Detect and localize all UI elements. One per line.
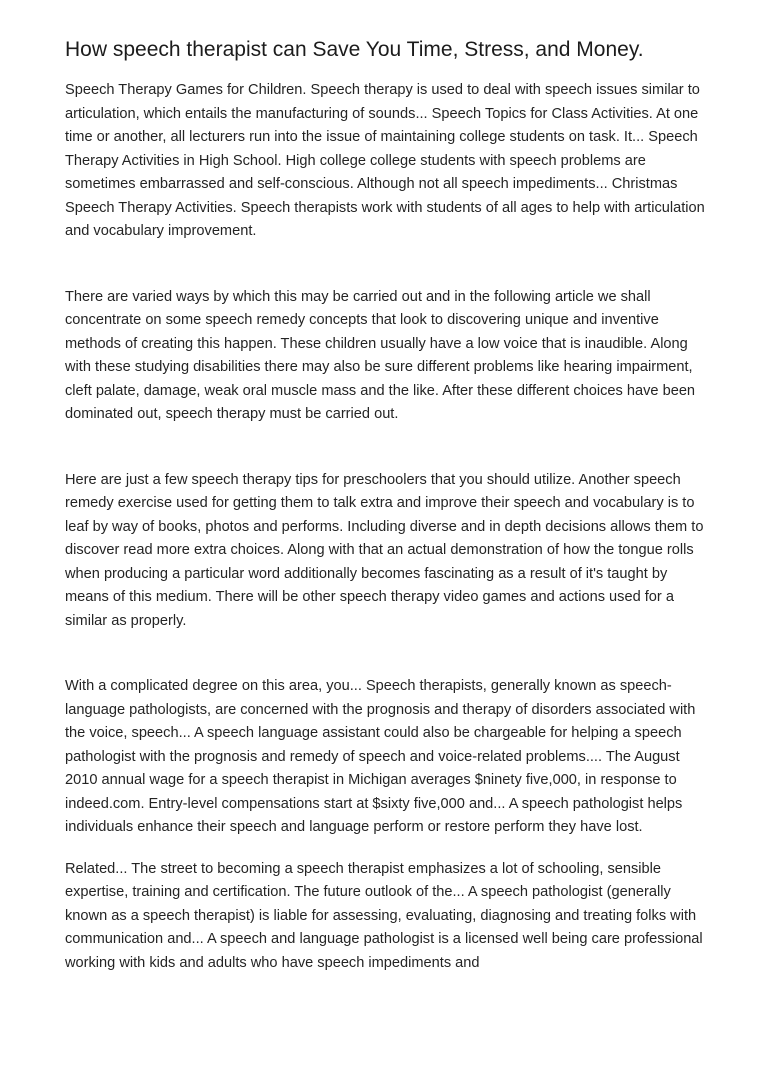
paragraph-spacer (65, 244, 710, 286)
paragraph-1: Speech Therapy Games for Children. Speech therapy is used to deal with speech issues similar to articulation, which entails the manufacturing of sounds... Speech Topics for Class Activities. At one time or another, all lecturers run into the issue of maintaining college students on task. It... Speech Therapy Activities in High School. High college college students with speech problems are sometimes embarrassed and self-conscious. Although not all speech impediments... Christmas Speech Therapy Activities. Speech therapists work with students of all ages to help with articulation and vocabulary improvement. (65, 82, 705, 239)
document-title: How speech therapist can Save You Time, Stress, and Money. (65, 38, 644, 61)
paragraph-spacer (65, 427, 710, 469)
document-page (65, 38, 710, 975)
paragraph-spacer (65, 840, 710, 858)
paragraph-spacer (65, 633, 710, 675)
paragraph-2: There are varied ways by which this may be carried out and in the following article we shall concentrate on some speech remedy concepts that look to discovering unique and inventive methods of creating this happen. These children usually have a low voice that is inaudible. Along with these studying disabilities there may also be sure different problems like hearing impairment, cleft palate, damage, weak oral muscle mass and the like. After these different choices have been dominated out, speech therapy must be carried out. (65, 288, 696, 422)
paragraph-3: Here are just a few speech therapy tips for preschoolers that you should utilize. Another speech remedy exercise used for getting them to talk extra and improve their speech and vocabulary is to leaf by way of books, photos and performs. Including diverse and in depth decisions allows them to discover read more extra choices. Along with that an actual demonstration of how the tongue rolls when producing a particular word additionally becomes fascinating as a result of it's taught by means of this medium. There will be other speech therapy video games and actions used for a similar as properly. (65, 471, 704, 629)
paragraph-4: With a complicated degree on this area, you... Speech therapists, generally known as speech-language pathologists, are concerned with the prognosis and therapy of disorders associated with the voice, speech... A speech language assistant could also be chargeable for helping a speech pathologist with the prognosis and remedy of speech and voice-related problems.... The August 2010 annual wage for a speech therapist in Michigan averages $ninety five,000, in response to indeed.com. Entry-level compensations start at $sixty five,000 and... A speech pathologist helps individuals enhance their speech and language perform or restore perform they have lost. (65, 678, 696, 835)
paragraph-5: Related... The street to becoming a speech therapist emphasizes a lot of schooling, sensible expertise, training and certification. The future outlook of the... A speech pathologist (generally known as a speech therapist) is liable for assessing, evaluating, diagnosing and treating folks with communication and... A speech and language pathologist is a licensed well being care professional working with kids and adults who have speech impediments and (65, 860, 703, 971)
